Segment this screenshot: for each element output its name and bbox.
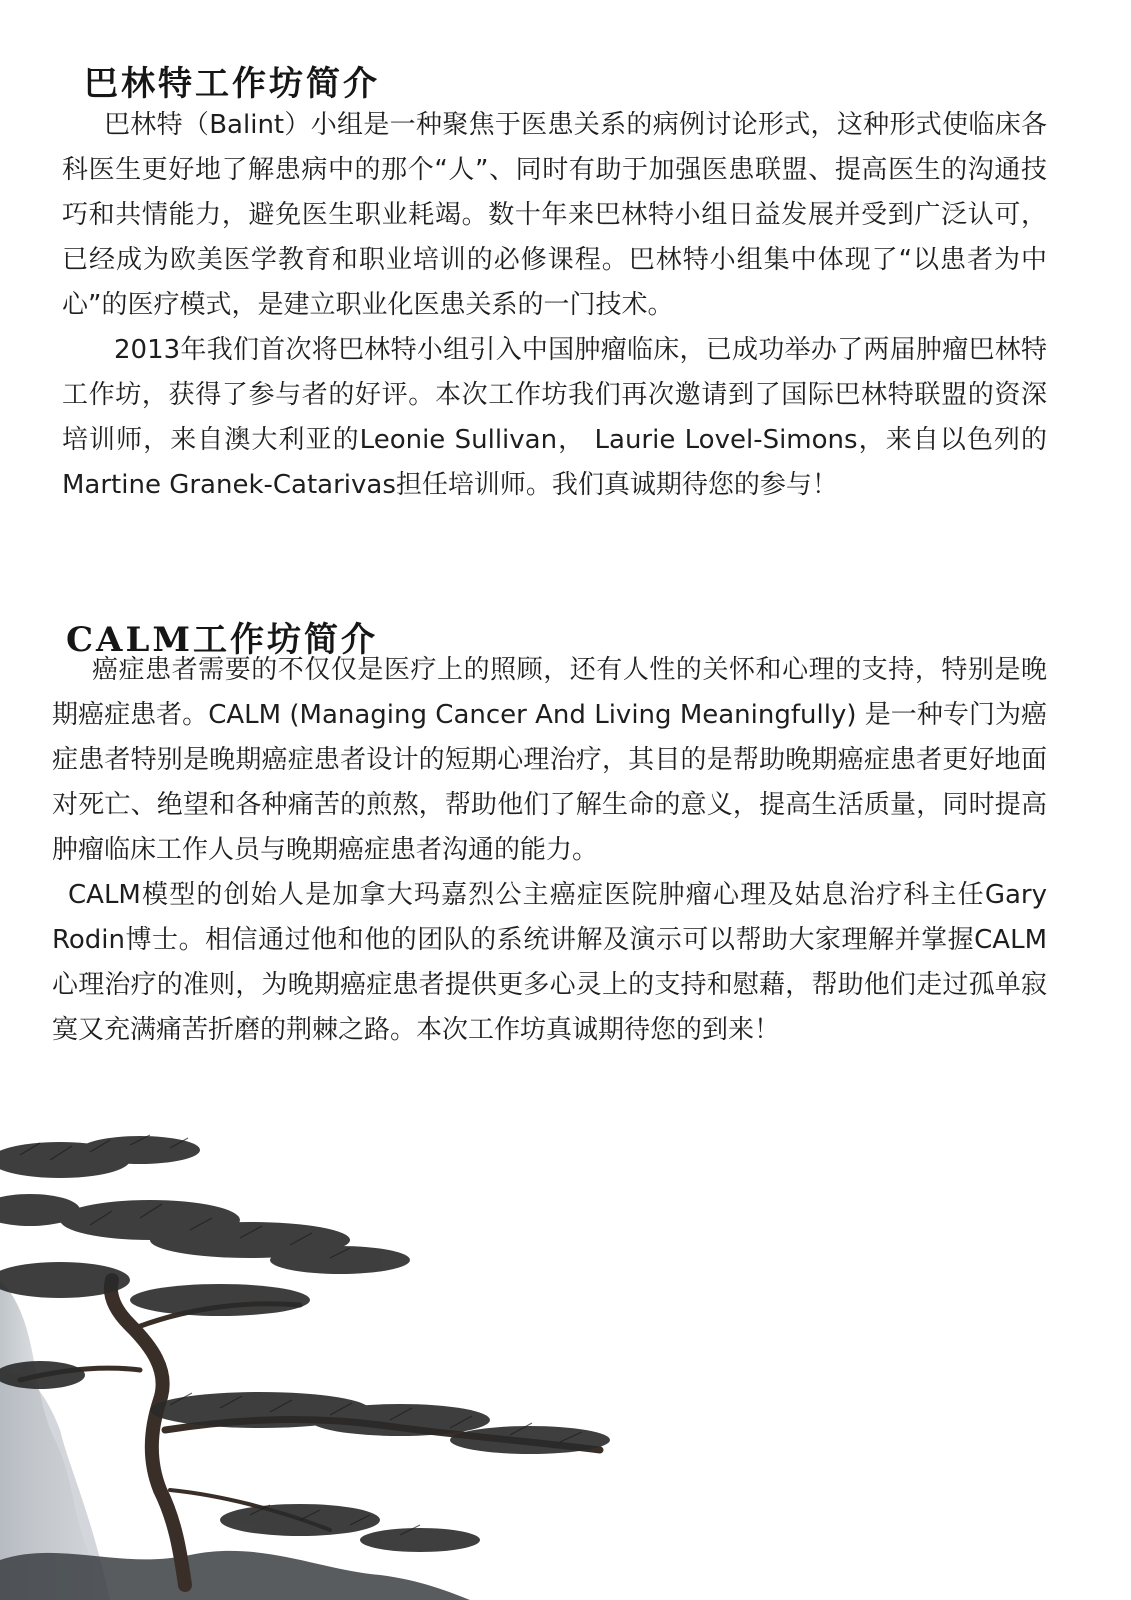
calm-paragraph-2: CALM模型的创始人是加拿大玛嘉烈公主癌症医院肿瘤心理及姑息治疗科主任Gary Rodin博士。相信通过他和他的团队的系统讲解及演示可以帮助大家理解并掌握CALM心理治疗的准则，为晚期癌症患者提供更多心灵上的支持和慰藉，帮助他们走过孤单寂寞又充满痛苦折磨的荆棘之路。本次工作坊真诚期待您的到来！ [52, 880, 1047, 1045]
pine-needles [20, 1135, 582, 1535]
rock-ledge [0, 1551, 470, 1600]
balint-paragraph-1: 巴林特（Balint）小组是一种聚焦于医患关系的病例讨论形式，这种形式使临床各科医生更好地了解患病中的那个“人”、同时有助于加强医患联盟、提高医生的沟通技巧和共情能力，避免医生职业耗竭。数十年来巴林特小组日益发展并受到广泛认可，已经成为欧美医学教育和职业培训的必修课程。巴林特小组集中体现了“以患者为中心”的医疗模式，是建立职业化医患关系的一门技术。 [62, 110, 1047, 320]
calm-paragraph-1: 癌症患者需要的不仅仅是医疗上的照顾，还有人性的关怀和心理的支持，特别是晚期癌症患者。CALM (Managing Cancer And Living Meaningfully) 是一种专门为癌症患者特别是晚期癌症患者设计的短期心理治疗，其目的是帮助晚期癌症患者更好地面对死亡、绝望和各种痛苦的煎熬，帮助他们了解生命的意义，提高生活质量，同时提高肿瘤临床工作人员与晚期癌症患者沟通的能力。 [52, 655, 1047, 865]
pine-foliage [0, 1136, 610, 1552]
calm-section-title: CALM工作坊简介 [66, 620, 378, 660]
calm-section-body [52, 648, 1047, 1053]
balint-paragraph-2: 2013年我们首次将巴林特小组引入中国肿瘤临床，已成功举办了两届肿瘤巴林特工作坊，获得了参与者的好评。本次工作坊我们再次邀请到了国际巴林特联盟的资深培训师，来自澳大利亚的Leonie Sullivan， Laurie Lovel-Simons，来自以色列的Martine Granek-Catarivas担任培训师。我们真诚期待您的参与！ [62, 335, 1047, 500]
balint-section-title: 巴林特工作坊简介 [84, 64, 380, 104]
pine-tree-illustration [0, 1130, 720, 1600]
balint-section-body [62, 103, 1047, 508]
